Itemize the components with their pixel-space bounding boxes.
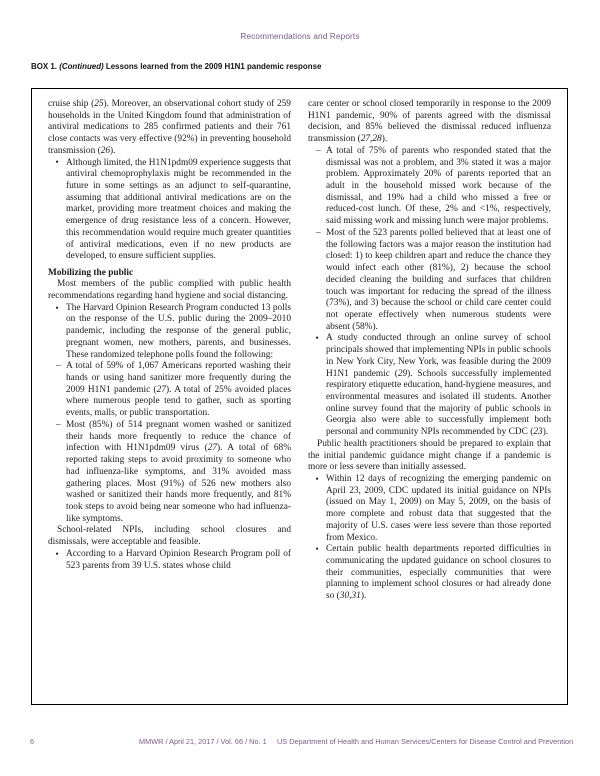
reference-citation: 27,28 <box>360 134 382 145</box>
list-item: • Within 12 days of recognizing the emerging pandemic on April 23, 2009, CDC updated its initial guidance on NPIs (issued on May 1, 2009) on May 5, 2009, on the basis of more complete and robust data that suggested that the majority of U.S. cases were less severe than those reported from Mexico. <box>315 474 551 544</box>
page-number: 6 <box>30 737 35 746</box>
box-caption-title: Lessons learned from the 2009 H1N1 pandemic response <box>103 62 322 71</box>
list-item: – Most of the 523 parents polled believed that at least one of the following factors was a major reason the institution had closed: 1) to keep children apart and reduce the chance they would infect each other (81%), 2) because the school decided cleaning the building and surfaces that children touch was important for reducing the spread of the illness (73%), and 3) because the school or child care center could not operate effectively when numerous students were absent (58%). <box>316 228 551 333</box>
reference-citation: 25 <box>94 99 104 109</box>
reference-citation: 26 <box>100 145 111 156</box>
bullet-list-guidance-updates <box>308 474 551 603</box>
right-column <box>308 99 551 696</box>
paragraph-school-npis: School-related NPIs, including school closures and dismissals, were acceptable and feasible. <box>48 525 291 548</box>
reference-citation: 30,31 <box>339 591 361 602</box>
paragraph-continued-right: care center or school closed temporarily in response to the 2009 H1N1 pandemic, 90% of parents agreed with the dismissal decision, and 85% believed the dismissal reduced influenza transmission (27,28). <box>308 99 551 145</box>
list-item: • A study conducted through an online survey of school principals showed that implementing NPIs in public schools in New York City, New York, was feasible during the 2009 H1N1 pandemic (29). Schools successfully implemented respiratory etiquette education, hand-hygiene measures, and environmental measures and isolated ill students. Another online survey found that the majority of public schools in Georgia also were able to successfully implement both personal and community NPIs recommended by CDC (23). <box>315 333 551 438</box>
list-item: • Although limited, the H1N1pdm09 experience suggests that antiviral chemoprophylaxis might be recommended in the future in some settings as an adjunct to self-quarantine, assuming that additional antiviral medications are on the market, providing more treatment choices and making the emergence of drug resistance less of a concern. However, this recommendation would require much greater quantities of antiviral medications, even if no new products are developed, to ensure sufficient supplies. <box>55 158 291 263</box>
bullet-list-antivirals <box>48 158 291 263</box>
bullet-list-harvard-polls <box>48 303 291 362</box>
left-column <box>48 99 291 696</box>
page-footer <box>0 737 600 751</box>
list-item: • According to a Harvard Opinion Research Program poll of 523 parents from 39 U.S. states whose child <box>55 549 291 572</box>
reference-citation: 27 <box>156 384 167 395</box>
box-columns <box>48 99 551 696</box>
list-item: • The Harvard Opinion Research Program conducted 13 polls on the response of the U.S. public during the 2009–2010 pandemic, including the response of the general public, pregnant women, new mothers, parents, and businesses. These randomized telephone polls found the following: <box>55 303 291 362</box>
paragraph-continued-left: cruise ship (25). Moreover, an observational cohort study of 259 households in the United Kingdom found that administration of antiviral medications to 285 confirmed patients and their 761 close contacts was very effective (92%) in preventing household transmission (26). <box>48 99 291 156</box>
dash-list-dismissal-impacts <box>308 146 551 334</box>
reference-citation: 29 <box>397 368 408 379</box>
subheading-mobilizing-the-public: Mobilizing the public <box>48 267 134 278</box>
list-item: – Most (85%) of 514 pregnant women washed or sanitized their hands more frequently to reduce the chance of infection with H1N1pdm09 virus (27). A total of 68% reported taking steps to avoid proximity to someone who had influenza-like symptoms, and 31% avoided mass gathering places. Most (91%) of 526 new mothers also washed or sanitized their hands more frequently, and 81% took steps to avoid being near someone who had influenza-like symptoms. <box>56 420 291 525</box>
bullet-list-principal-survey <box>308 333 551 438</box>
agency-line: US Department of Health and Human Services/Centers for Disease Control and Prevention <box>277 737 574 746</box>
list-item: – A total of 75% of parents who responded stated that the dismissal was not a problem, and 3% stated it was a major problem. Approximately 20% of parents reported that an adult in the household missed work because of the dismissal, and 19% had a child who missed a free or reduced-cost lunch. Of these, 2% and <1%, respectively, said missing work and missing lunch were major problems. <box>316 146 551 228</box>
running-head: Recommendations and Reports <box>240 32 360 41</box>
list-item: • Certain public health departments reported difficulties in communicating the updated guidance on school closures to their communities, especially communities that were planning to implement school closures or had already done so (30,31). <box>315 544 551 603</box>
box-caption-prefix: BOX 1. <box>31 62 60 71</box>
paragraph-guidance-change: Public health practitioners should be prepared to explain that the initial pandemic guidance might change if a pandemic is more or less severe than initially assessed. <box>308 438 551 473</box>
box-caption <box>31 62 571 71</box>
dash-list-poll-findings <box>48 361 291 525</box>
bullet-list-parent-poll <box>48 549 291 572</box>
paragraph-public-compliance: Most members of the public complied with public health recommendations regarding hand hygiene and social distancing. <box>48 279 291 301</box>
content-box <box>31 88 568 705</box>
reference-citation: 23 <box>533 427 543 438</box>
reference-citation: 27 <box>207 443 218 454</box>
list-item: – A total of 59% of 1,067 Americans reported washing their hands or using hand sanitizer more frequently during the 2009 H1N1 pandemic (27). A total of 25% avoided places where numerous people tend to gather, such as sporting events, malls, or public transportation. <box>56 361 291 420</box>
journal-issue-line: MMWR / April 21, 2017 / Vol. 66 / No. 1 <box>139 737 267 746</box>
box-caption-continued: (Continued) <box>59 62 104 71</box>
